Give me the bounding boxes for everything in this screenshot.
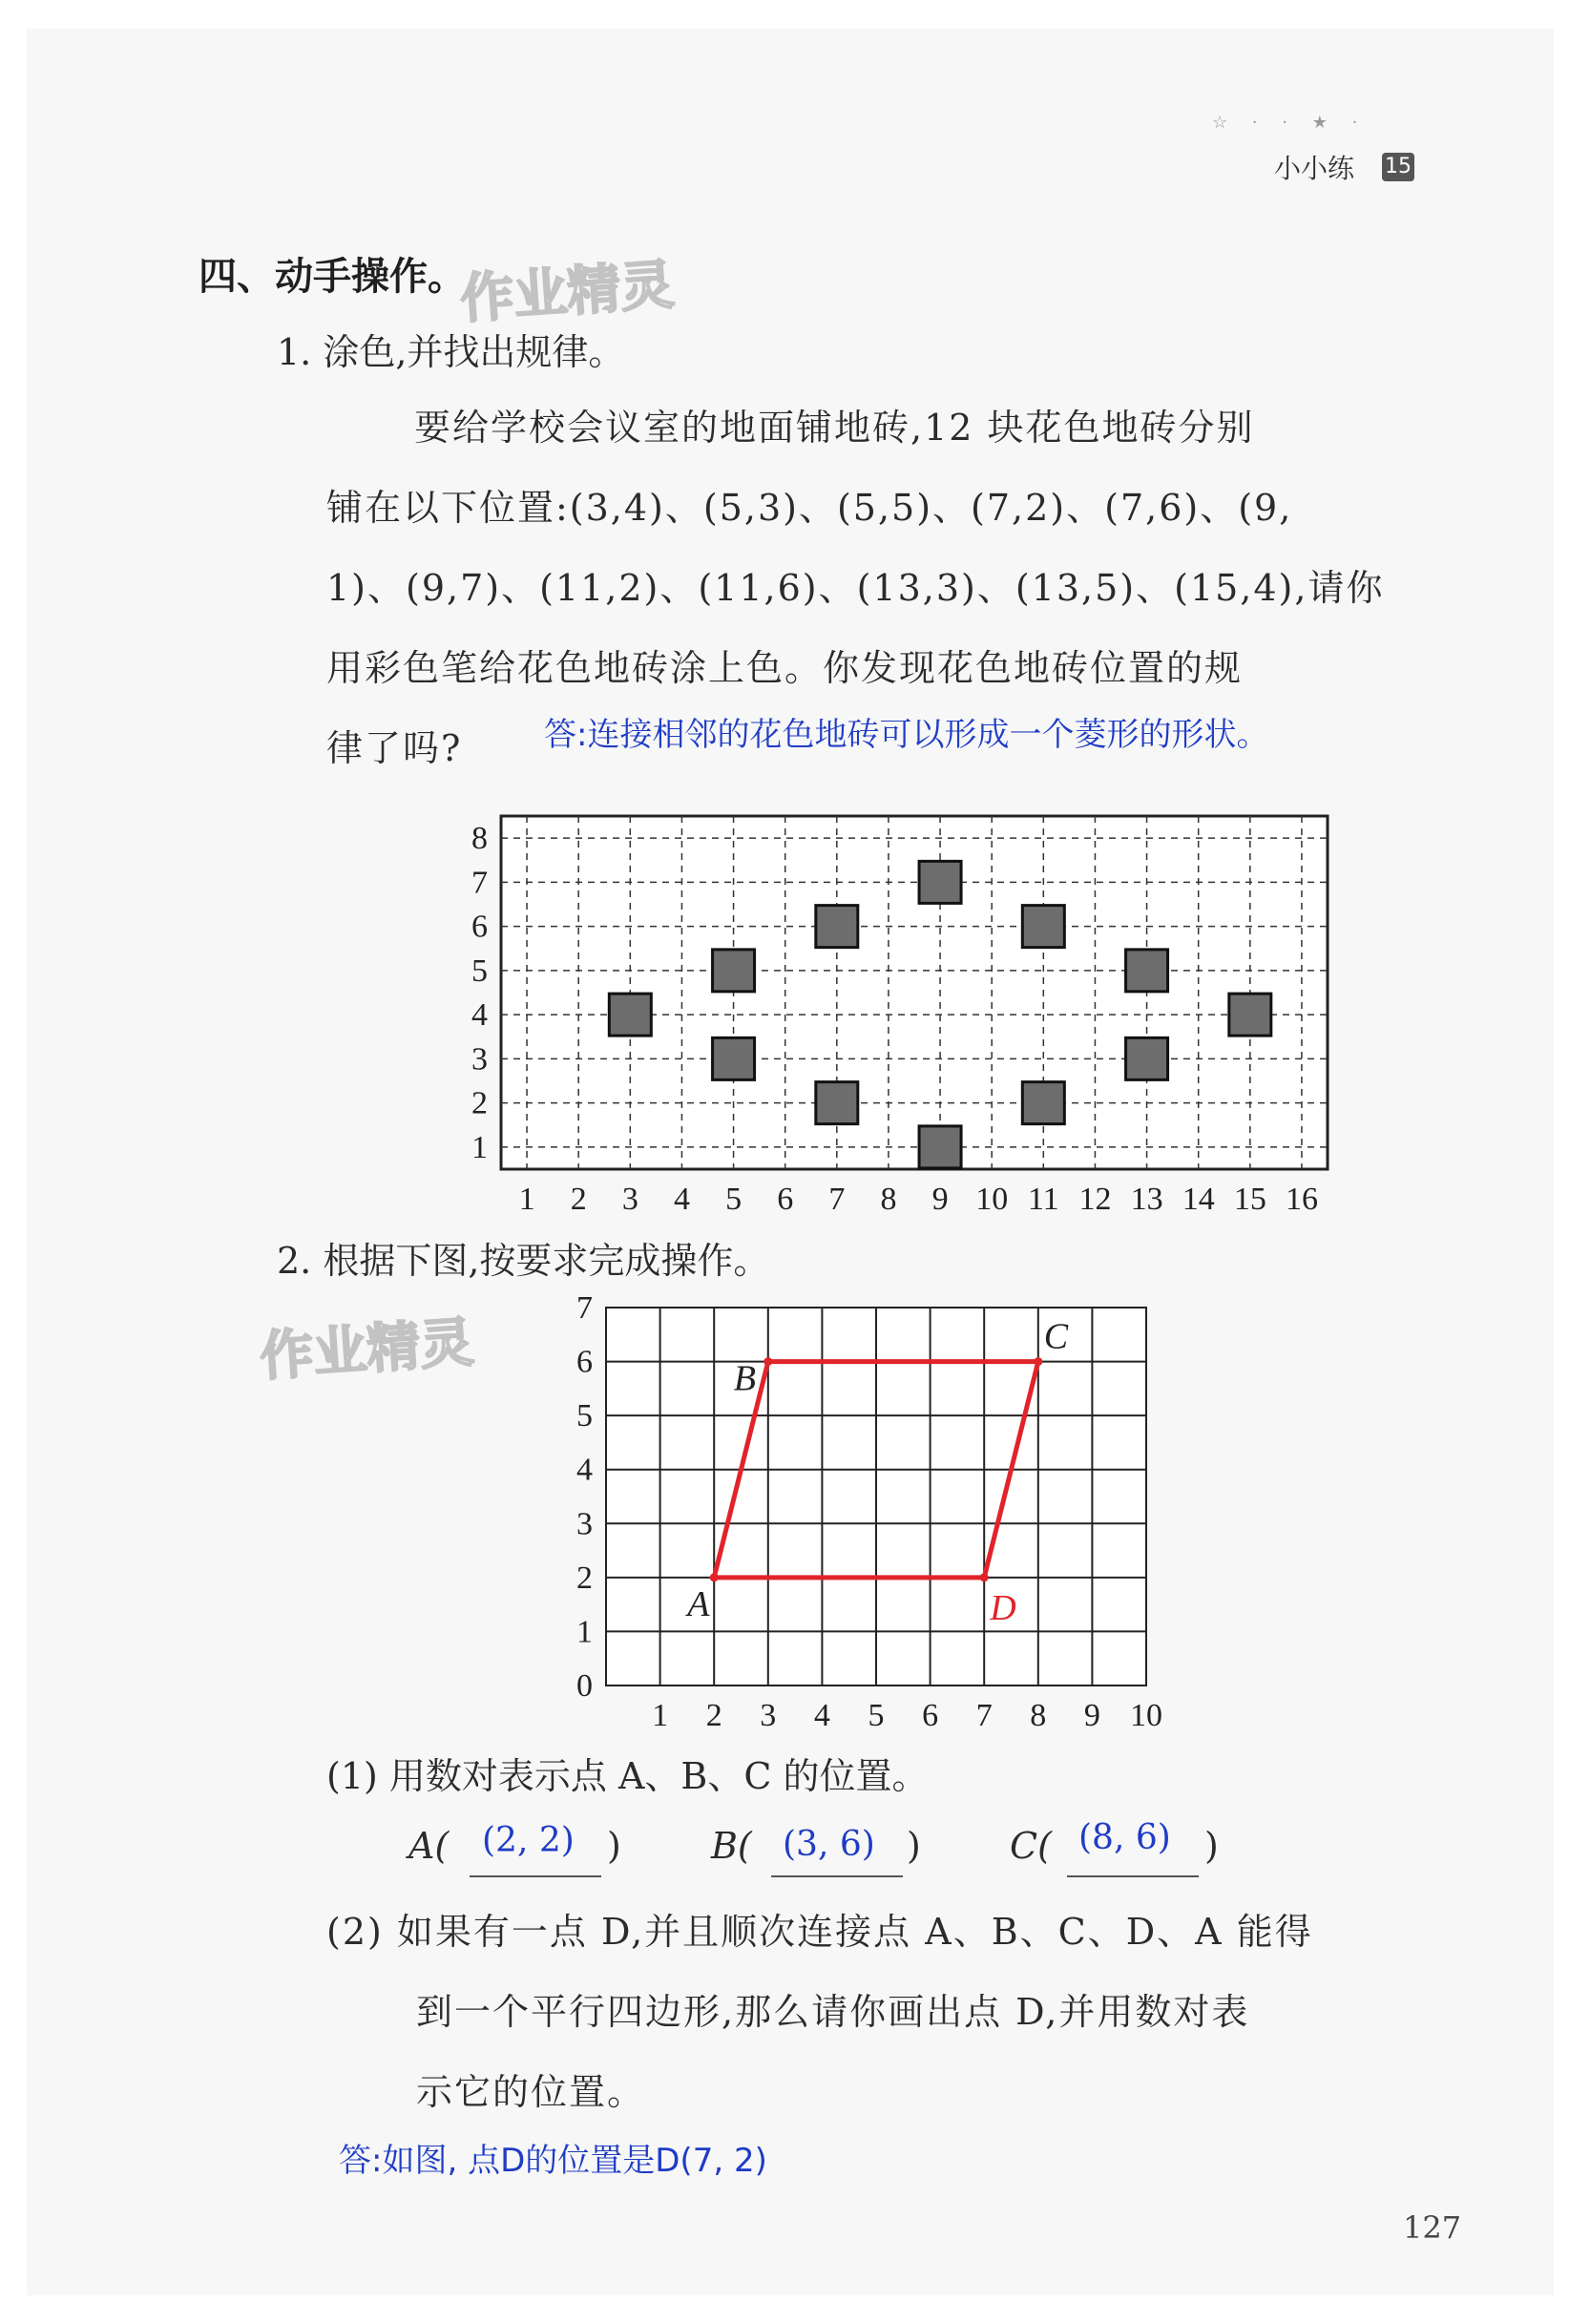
header-label: 小小练	[1274, 153, 1355, 184]
y-tick-label: 1	[576, 1614, 593, 1650]
decorative-stars-icon: ☆ · · ★ ·	[1212, 113, 1368, 133]
x-tick-label: 9	[1083, 1698, 1100, 1733]
x-tick-label: 6	[777, 1182, 794, 1217]
y-tick-label: 5	[576, 1398, 593, 1434]
colored-tile	[919, 861, 961, 903]
y-tick-label: 8	[471, 821, 488, 857]
colored-tile	[1022, 1082, 1064, 1124]
x-tick-label: 8	[880, 1182, 897, 1217]
colored-tile	[1229, 994, 1271, 1036]
x-tick-label: 7	[975, 1698, 993, 1733]
x-tick-label: 12	[1078, 1182, 1112, 1217]
x-tick-label: 3	[621, 1182, 638, 1217]
x-tick-label: 2	[570, 1182, 587, 1217]
blank-a-underline	[470, 1875, 601, 1877]
y-tick-label: 4	[576, 1452, 593, 1488]
colored-tile	[816, 1082, 858, 1124]
y-tick-label: 7	[471, 865, 488, 901]
y-tick-label: 4	[471, 997, 488, 1034]
x-tick-label: 3	[760, 1698, 777, 1733]
y-tick-label: 1	[471, 1129, 488, 1165]
question-2-answer: 答:如图, 点D的位置是D(7, 2)	[339, 2142, 767, 2180]
section-title: 四、动手操作。	[199, 255, 466, 299]
x-tick-label: 9	[931, 1182, 949, 1217]
question-1-line-5: 律了吗?	[326, 727, 463, 769]
question-2-part-2-line-3: 示它的位置。	[416, 2071, 646, 2113]
x-tick-label: 6	[922, 1698, 939, 1733]
x-tick-label: 15	[1233, 1182, 1266, 1217]
parallelogram-grid-chart	[558, 1290, 1207, 1739]
blank-b-value: (3, 6)	[783, 1825, 875, 1864]
watermark: 作业精灵	[458, 254, 677, 331]
colored-tile	[1126, 950, 1168, 992]
blank-a-suffix: )	[607, 1825, 621, 1867]
blank-b-prefix: B(	[711, 1825, 752, 1867]
x-tick-label: 4	[673, 1182, 690, 1217]
x-tick-label: 4	[813, 1698, 830, 1733]
colored-tile	[919, 1126, 961, 1168]
x-tick-label: 13	[1130, 1182, 1163, 1217]
question-2-part-2-line-1: (2) 如果有一点 D,并且顺次连接点 A、B、C、D、A 能得	[326, 1911, 1313, 1953]
point-label: B	[733, 1358, 757, 1399]
point-label: A	[687, 1583, 710, 1624]
question-1-line-1: 要给学校会议室的地面铺地砖,12 块花色地砖分别	[414, 407, 1255, 449]
point-marker	[710, 1573, 719, 1581]
x-tick-label: 10	[975, 1182, 1009, 1217]
point-label: C	[1043, 1316, 1069, 1357]
page-number: 127	[1403, 2209, 1462, 2246]
colored-tile	[713, 1037, 755, 1079]
question-1-line-3: 1)、(9,7)、(11,2)、(11,6)、(13,3)、(13,5)、(15,4),请你	[326, 567, 1385, 609]
point-marker	[980, 1573, 989, 1581]
blank-c-underline	[1067, 1875, 1199, 1877]
colored-tile	[609, 994, 651, 1036]
point-label: D	[990, 1587, 1016, 1628]
x-tick-label: 16	[1285, 1182, 1318, 1217]
y-tick-label: 3	[471, 1041, 488, 1078]
point-marker	[1034, 1357, 1042, 1366]
blank-a-value: (2, 2)	[482, 1821, 575, 1860]
y-tick-label: 7	[576, 1290, 593, 1326]
lesson-number-badge: 15	[1382, 153, 1414, 181]
y-tick-label: 2	[576, 1560, 593, 1596]
question-2-title: 2. 根据下图,按要求完成操作。	[277, 1240, 770, 1282]
y-tick-label: 5	[471, 953, 488, 989]
y-tick-label: 3	[576, 1506, 593, 1542]
y-tick-label: 2	[471, 1085, 488, 1121]
x-tick-label: 11	[1027, 1182, 1059, 1217]
colored-tile	[1126, 1037, 1168, 1079]
question-1-title: 1. 涂色,并找出规律。	[277, 331, 625, 373]
blank-b-suffix: )	[907, 1825, 921, 1867]
question-1-line-2: 铺在以下位置:(3,4)、(5,3)、(5,5)、(7,2)、(7,6)、(9,	[326, 487, 1293, 529]
blank-c-prefix: C(	[1010, 1825, 1052, 1867]
x-tick-label: 5	[868, 1698, 885, 1733]
x-tick-label: 1	[652, 1698, 669, 1733]
blank-b-underline	[771, 1875, 903, 1877]
question-2-part-2-line-2: 到一个平行四边形,那么请你画出点 D,并用数对表	[416, 1991, 1250, 2033]
x-tick-label: 7	[828, 1182, 846, 1217]
colored-tile	[1022, 906, 1064, 948]
question-1-line-4: 用彩色笔给花色地砖涂上色。你发现花色地砖位置的规	[326, 647, 1244, 689]
x-tick-label: 8	[1030, 1698, 1047, 1733]
x-tick-label: 5	[725, 1182, 743, 1217]
question-1-answer: 答:连接相邻的花色地砖可以形成一个菱形的形状。	[544, 716, 1269, 754]
question-2-part-1-prompt: (1) 用数对表示点 A、B、C 的位置。	[326, 1755, 929, 1797]
tile-grid-chart	[449, 802, 1346, 1222]
x-tick-label: 14	[1182, 1182, 1215, 1217]
blank-c-suffix: )	[1204, 1825, 1219, 1867]
blank-a-prefix: A(	[408, 1825, 450, 1867]
x-tick-label: 1	[518, 1182, 535, 1217]
blank-c-value: (8, 6)	[1078, 1818, 1171, 1857]
colored-tile	[713, 950, 755, 992]
watermark: 作业精灵	[258, 1311, 476, 1389]
y-tick-label: 0	[576, 1668, 593, 1704]
y-tick-label: 6	[576, 1344, 593, 1380]
colored-tile	[816, 906, 858, 948]
y-tick-label: 6	[471, 909, 488, 945]
point-marker	[764, 1357, 772, 1366]
x-tick-label: 2	[705, 1698, 722, 1733]
x-tick-label: 10	[1130, 1698, 1162, 1733]
